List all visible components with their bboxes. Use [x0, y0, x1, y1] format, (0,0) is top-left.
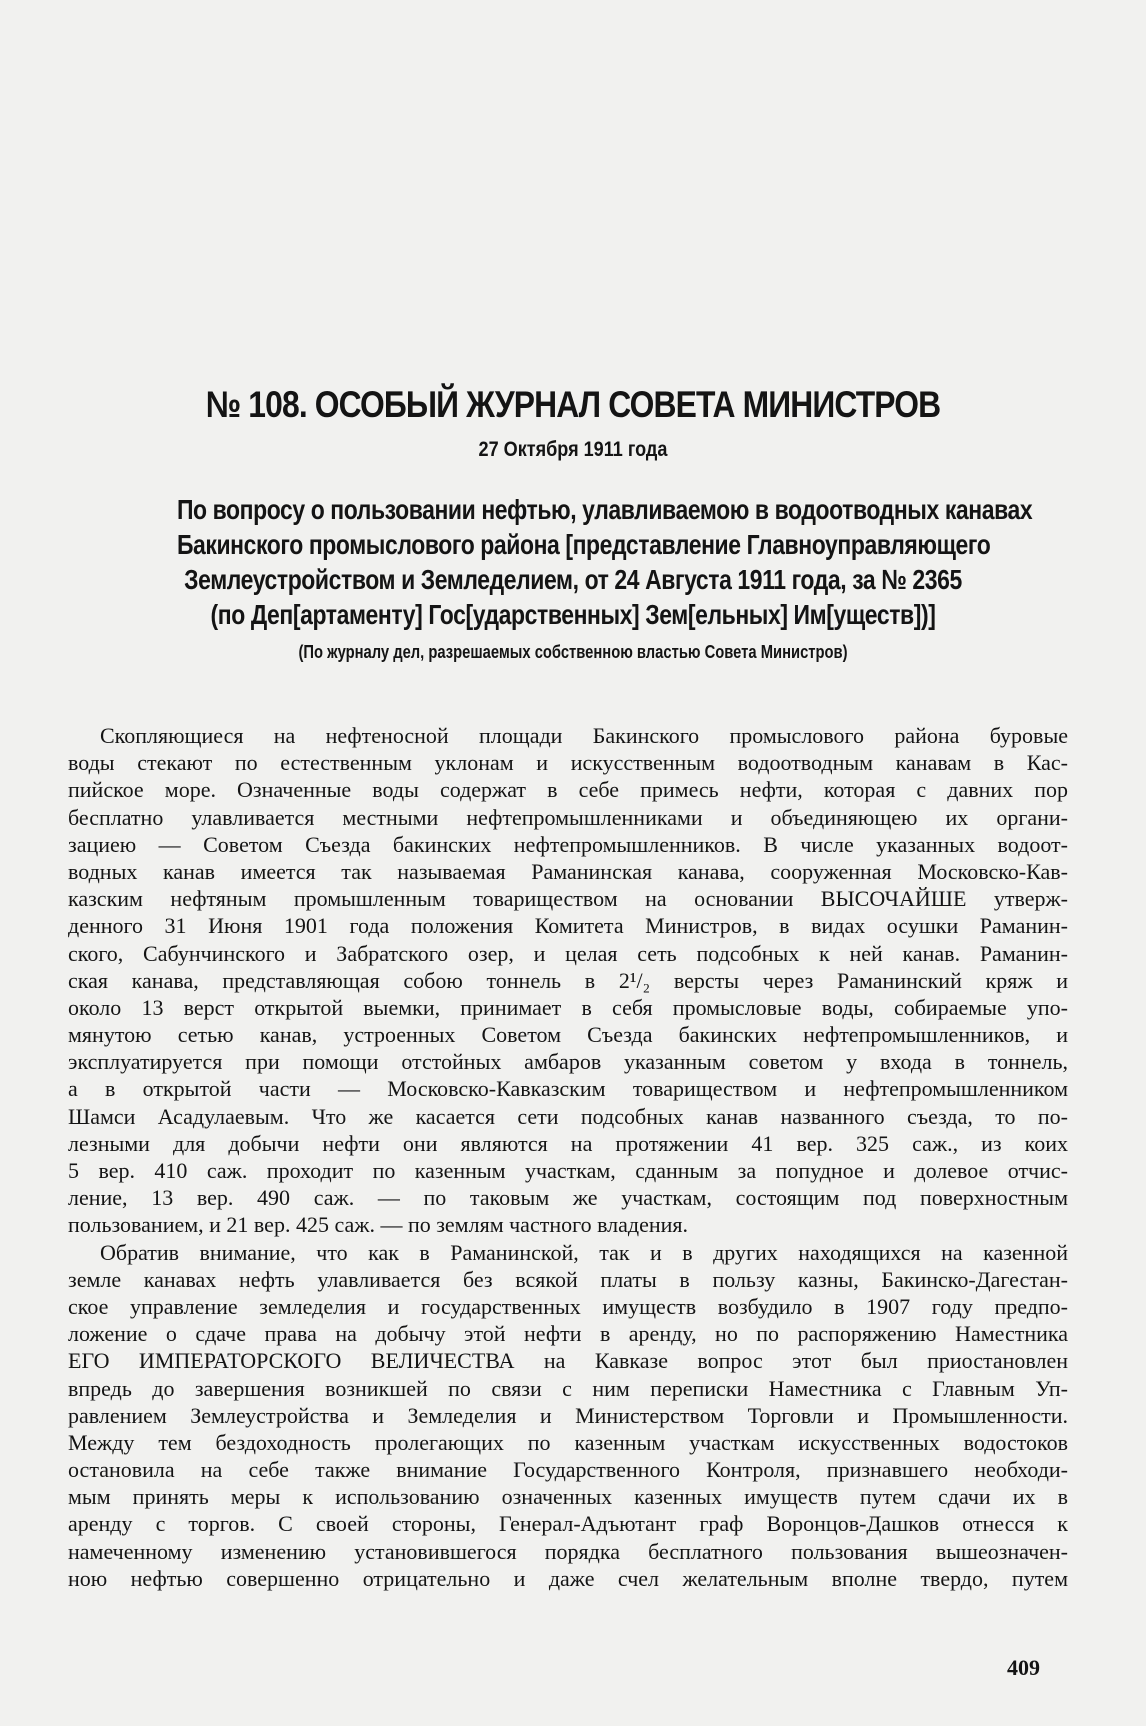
paragraph-1 [68, 722, 1068, 1239]
text-line: ЕГО ИМПЕРАТОРСКОГО ВЕЛИЧЕСТВА на Кавказе вопрос этот был приостановлен [68, 1348, 1068, 1374]
text-line: Скопляющиеся на нефтеносной площади Бакинского промыслового района буровые [100, 723, 1068, 748]
text-line: Шамси Асадулаевым. Что же касается сети подсобных канав названного съезда, то по- [68, 1103, 1068, 1129]
text-line: Обратив внимание, что как в Раманинской, так и в других находящихся на казенной [100, 1239, 1068, 1265]
subject-line: (по Деп[артаменту] Гос[ударственных] Зем[ельных] Им[уществ])] [210, 599, 936, 630]
text-line: пользованием, и 21 вер. 425 саж. — по землям частного владения. [68, 1212, 689, 1238]
text-line: ление, 13 вер. 490 саж. — по таковым же участкам, состоящим под поверхностным [68, 1185, 1068, 1211]
text-line: Между тем бездоходность пролегающих по казенным участкам искусственных водостоков [68, 1429, 1068, 1455]
text-line: земле канавах нефть улавливается без всякой платы в пользу казны, Бакинско-Дагестан- [68, 1266, 1068, 1292]
text-line: намеченному изменению установившегося порядка бесплатного пользования вышеозначен- [68, 1538, 1068, 1564]
document-body [68, 722, 1068, 1592]
text-line: а в открытой части — Московско-Кавказским товариществом и нефтепромышленником [68, 1076, 1068, 1102]
document-subject [90, 492, 1056, 632]
page-number: 409 [1007, 1655, 1040, 1680]
document-title: № 108. ОСОБЫЙ ЖУРНАЛ СОВЕТА МИНИСТРОВ [205, 384, 941, 425]
text-line: ною нефтью совершенно отрицательно и даже счел желательным вполне твердо, путем [68, 1565, 1068, 1591]
text-line: ложение о сдаче права на добычу этой нефти в аренду, но по распоряжению Наместника [68, 1321, 1068, 1347]
text-line: остановила на себе также внимание Государственного Контроля, признавшего необходи- [68, 1457, 1068, 1483]
text-line: пийское море. Означенные воды содержат в себе примесь нефти, которая с давних пор [68, 777, 1068, 803]
text-line: денного 31 Июня 1901 года положения Комитета Министров, в видах осушки Раманин- [68, 913, 1068, 939]
text-line: ского, Сабунчинского и Забратского озер, и целая сеть подсобных к ней канав. Раманин- [68, 940, 1068, 966]
subject-line: Землеустройством и Земледелием, от 24 Августа 1911 года, за № 2365 [184, 564, 962, 595]
text-line: лезными для добычи нефти они являются на протяжении 41 вер. 325 саж., из коих [68, 1130, 1068, 1156]
text-line: аренду с торгов. С своей стороны, Генерал-Адъютант граф Воронцов-Дашков отнесся к [68, 1511, 1068, 1537]
text-line: равлением Землеустройства и Земледелия и Министерством Торговли и Промышленности. [68, 1402, 1068, 1428]
text-line: около 13 верст открытой выемки, принимает в себя промысловые воды, собираемые упо- [68, 994, 1068, 1020]
text-line: впредь до завершения возникшей по связи с ним переписки Наместника с Главным Уп- [68, 1375, 1068, 1401]
subject-line: По вопросу о пользовании нефтью, улавливаемою в водоотводных канавах [176, 494, 1033, 525]
text-line: ское управление земледелия и государственных имуществ возбудило в 1907 году предпо- [68, 1293, 1068, 1319]
text-line: бесплатно улавливается местными нефтепромышленниками и объединяющею их органи- [68, 804, 1068, 830]
text-line: водных канав имеется так называемая Раманинская канава, сооруженная Московско-Кав- [68, 858, 1068, 884]
text-line: зациею — Советом Съезда бакинских нефтепромышленников. В числе указанных водоот- [68, 831, 1068, 857]
text-line: мянутою сетью канав, устроенных Советом Съезда бакинских нефтепромышленников, и [68, 1022, 1068, 1048]
text-line: мым принять меры к использованию означенных казенных имуществ путем сдачи их в [68, 1484, 1068, 1510]
text-line: воды стекают по естественным уклонам и искусственным водоотводным канавам в Кас- [68, 750, 1068, 776]
text-line: казским нефтяным промышленным товариществом на основании ВЫСОЧАЙШЕ утверж- [68, 886, 1068, 912]
text-line: ская канава, представляющая собою тоннель в 2¹/₂ версты через Раманинский кряж и [68, 967, 1068, 993]
paragraph-2 [68, 1239, 1068, 1592]
document-note: (По журналу дел, разрешаемых собственною властью Совета Министров) [298, 642, 848, 662]
document-date: 27 Октября 1911 года [478, 438, 668, 461]
text-line: 5 вер. 410 саж. проходит по казенным участкам, сданным за попудное и долевое отчис- [68, 1158, 1068, 1183]
subject-line: Бакинского промыслового района [представление Главноуправляющего [176, 529, 991, 560]
text-line: эксплуатируется при помощи отстойных амбаров указанным советом у входа в тоннель, [68, 1049, 1068, 1075]
